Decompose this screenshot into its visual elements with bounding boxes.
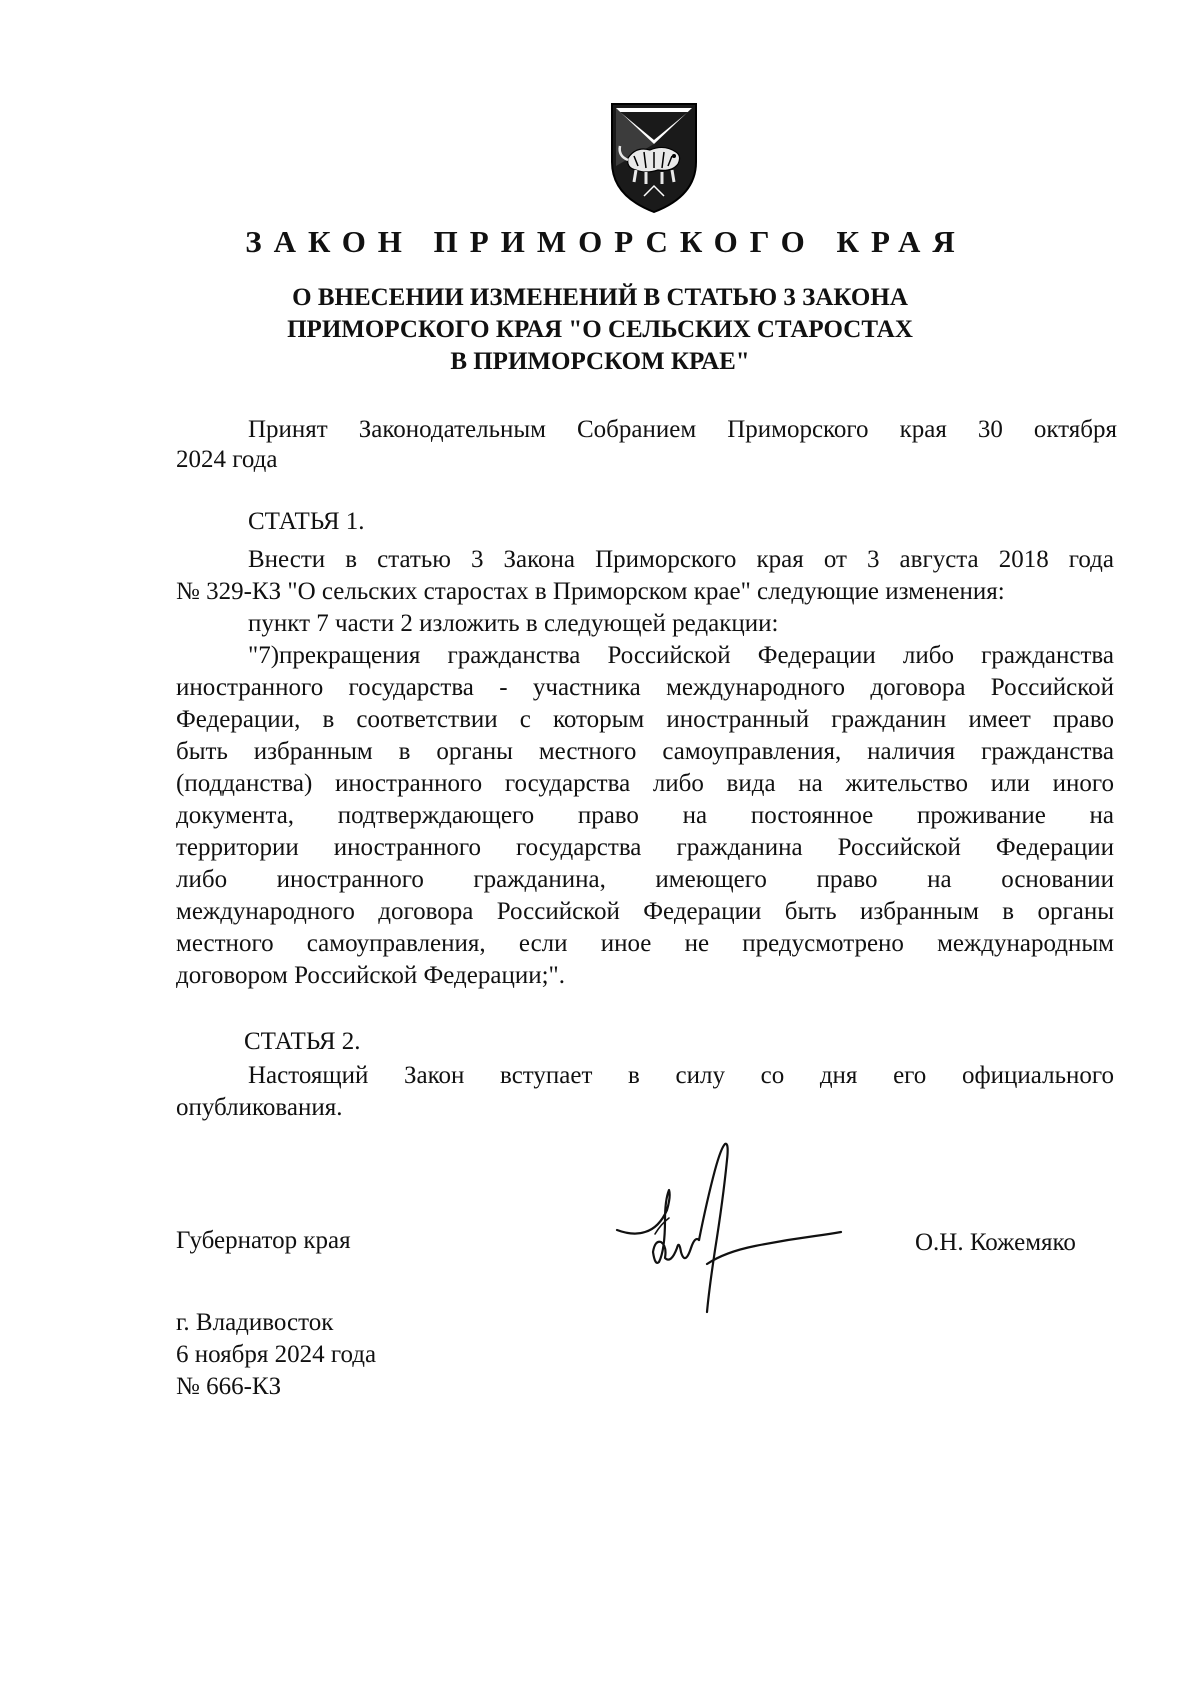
article-text-line: договором Российской Федерации;". xyxy=(176,962,566,989)
signatory-position: Губернатор края xyxy=(176,1227,351,1254)
article-text-line: Настоящий Закон вступает в силу со дня его официального xyxy=(248,1062,1114,1089)
article-text-line: Федерации, в соответствии с которым иностранный гражданин имеет право xyxy=(176,706,1114,733)
subtitle-line: О ВНЕСЕНИИ ИЗМЕНЕНИЙ В СТАТЬЮ 3 ЗАКОНА xyxy=(292,284,908,311)
article-text-line: (подданства) иностранного государства либо вида на жительство или иного xyxy=(176,770,1114,797)
coat-of-arms-icon xyxy=(606,100,702,216)
article-text-line: местного самоуправления, если иное не предусмотрено международным xyxy=(176,930,1114,957)
adopted-line: 2024 года xyxy=(176,446,278,473)
article-text-line: пункт 7 части 2 изложить в следующей редакции: xyxy=(248,610,779,637)
article-text-line: территории иностранного государства гражданина Российской Федерации xyxy=(176,834,1114,861)
article-text-line: № 329-КЗ "О сельских старостах в Приморском крае" следующие изменения: xyxy=(176,578,1005,605)
signing-date: 6 ноября 2024 года xyxy=(176,1341,377,1368)
article-text-line: Внести в статью 3 Закона Приморского края от 3 августа 2018 года xyxy=(248,546,1114,573)
subtitle-line: В ПРИМОРСКОМ КРАЕ" xyxy=(450,348,750,375)
document-subtitle xyxy=(240,282,960,378)
article-text-line: международного договора Российской Федерации быть избранным в органы xyxy=(176,898,1114,925)
law-number: № 666-КЗ xyxy=(176,1373,282,1400)
article-heading: СТАТЬЯ 1. xyxy=(248,508,365,535)
article-text-line: опубликования. xyxy=(176,1094,343,1121)
signature-icon xyxy=(615,1140,845,1315)
subtitle-line: ПРИМОРСКОГО КРАЯ "О СЕЛЬСКИХ СТАРОСТАХ xyxy=(287,316,913,343)
article-text-line: либо иностранного гражданина, имеющего право на основании xyxy=(176,866,1114,893)
article-text-line: иностранного государства - участника международного договора Российской xyxy=(176,674,1114,701)
document-title: ЗАКОН ПРИМОРСКОГО КРАЯ xyxy=(245,224,967,259)
article-text-line: "7)прекращения гражданства Российской Федерации либо гражданства xyxy=(248,642,1114,669)
signing-city: г. Владивосток xyxy=(176,1309,334,1336)
article-heading: СТАТЬЯ 2. xyxy=(244,1028,361,1055)
signatory-name: О.Н. Кожемяко xyxy=(915,1229,1076,1256)
article-text-line: документа, подтверждающего право на постоянное проживание на xyxy=(176,802,1114,829)
article-text-line: быть избранным в органы местного самоуправления, наличия гражданства xyxy=(176,738,1114,765)
adopted-line: Принят Законодательным Собранием Приморского края 30 октября xyxy=(248,416,1117,443)
